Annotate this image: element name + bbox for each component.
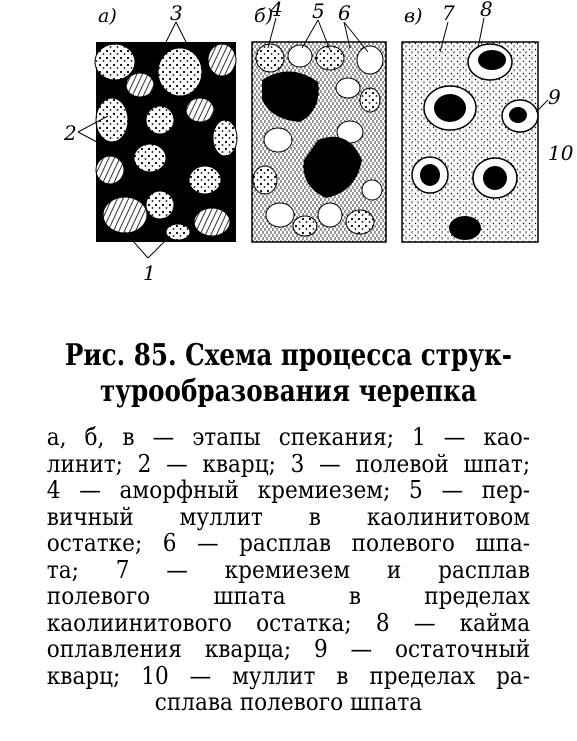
callout-2: 2 — [64, 121, 77, 145]
panel-label-b: б) — [254, 5, 274, 27]
panel-b — [252, 42, 386, 242]
panel-c — [402, 42, 538, 242]
callout-8: 8 — [480, 0, 493, 21]
legend-line: сплава полевого шпата — [154, 688, 423, 716]
panel-label-c: в) — [404, 5, 423, 27]
panel-label-a: а) — [98, 5, 117, 27]
callout-4: 4 — [270, 0, 283, 21]
callout-1: 1 — [143, 261, 156, 285]
legend-line: остатке; 6 — расплав полевого шпа- — [46, 529, 531, 557]
legend-line: полевого шпата в пределах — [46, 582, 531, 610]
callout-6: 6 — [338, 1, 351, 25]
legend-line: оплавления кварца; 9 — остаточный — [46, 635, 531, 663]
panel-a — [95, 42, 237, 242]
callout-7: 7 — [442, 1, 455, 25]
callout-10: 10 — [548, 141, 574, 165]
figure-title-line-1: Рис. 85. Схема процесса струк- — [64, 338, 512, 373]
figure-legend — [47, 424, 530, 716]
callout-9: 9 — [548, 85, 561, 109]
legend-line: кварц; 10 — муллит в пределах ра- — [46, 661, 531, 690]
legend-line: линит; 2 — кварц; 3 — полевой шпат; — [46, 449, 531, 478]
structure-scheme-figure — [0, 0, 577, 300]
legend-line: та; 7 — кремиезем и расплав — [46, 555, 531, 584]
legend-line: 4 — аморфный кремиезем; 5 — пер- — [46, 476, 531, 504]
callout-3: 3 — [170, 1, 183, 25]
legend-line: а, б, в — этапы спекания; 1 — као- — [46, 423, 531, 451]
legend-line: вичный муллит в каолинитовом — [46, 502, 531, 531]
callout-5: 5 — [312, 0, 325, 23]
figure-title-line-2: турообразования черепка — [99, 374, 477, 409]
legend-line: каолиинитового остатка; 8 — кайма — [46, 608, 531, 637]
